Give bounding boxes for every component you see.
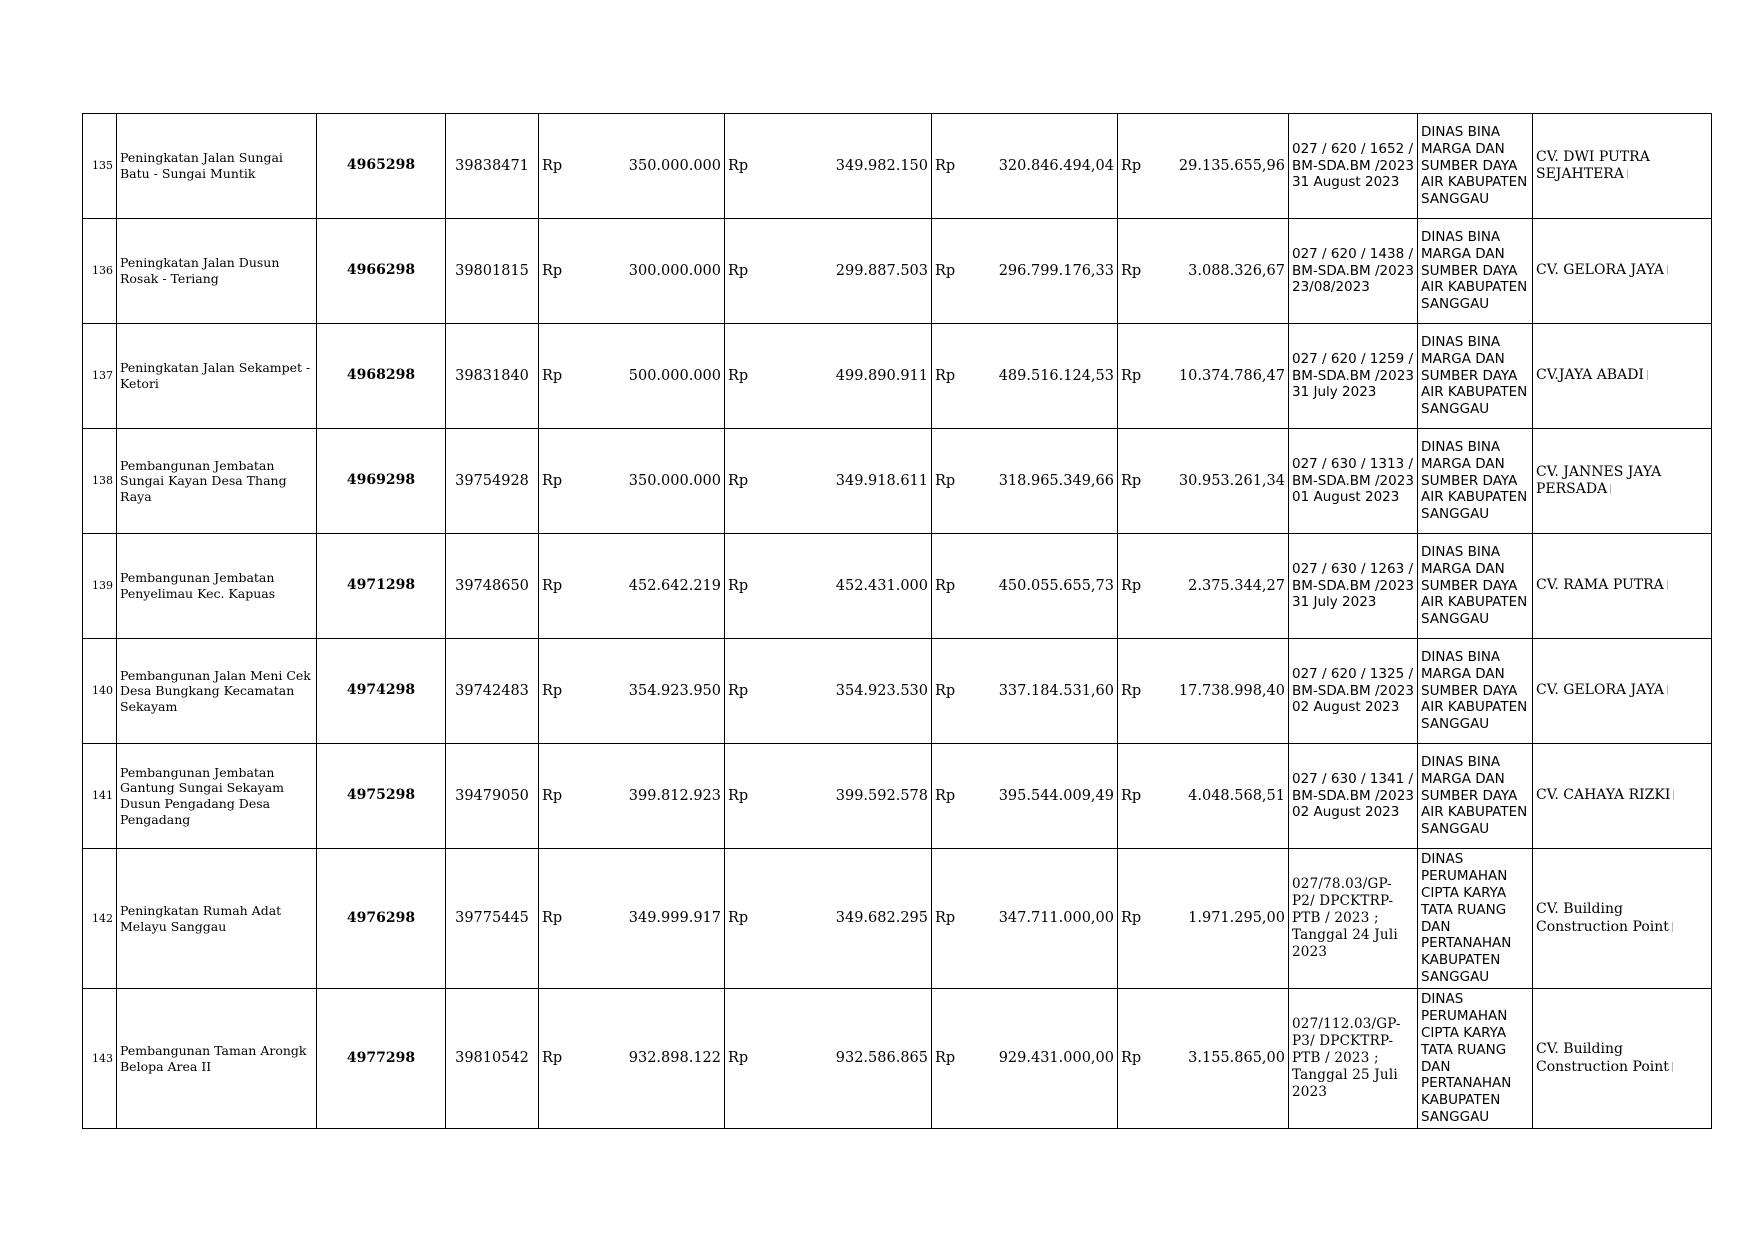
- currency-label: Rp: [725, 849, 769, 989]
- vendor-cell: [1533, 744, 1712, 849]
- vendor-cell: [1533, 114, 1712, 219]
- agency-name: DINAS PERUMAHAN CIPTA KARYA TATA RUANG DAN PERTANAHAN KABUPATEN SANGGAU: [1418, 989, 1533, 1129]
- pagu-value: 354.923.950: [583, 639, 725, 744]
- rup-id: 39742483: [446, 639, 539, 744]
- contract-value: 489.516.124,53: [976, 324, 1118, 429]
- contract-value: 296.799.176,33: [976, 219, 1118, 324]
- currency-label: Rp: [725, 744, 769, 849]
- pagu-value: 399.812.923: [583, 744, 725, 849]
- cursor-mark: [1667, 685, 1672, 695]
- contract-value: 318.965.349,66: [976, 429, 1118, 534]
- hps-value: 452.431.000: [769, 534, 932, 639]
- tender-code: 4975298: [317, 744, 446, 849]
- pagu-value: 500.000.000: [583, 324, 725, 429]
- rup-id: 39775445: [446, 849, 539, 989]
- agency-name: DINAS BINA MARGA DAN SUMBER DAYA AIR KABUPATEN SANGGAU: [1418, 114, 1533, 219]
- rup-id: 39831840: [446, 324, 539, 429]
- currency-label: Rp: [725, 989, 769, 1129]
- agency-name: DINAS BINA MARGA DAN SUMBER DAYA AIR KABUPATEN SANGGAU: [1418, 219, 1533, 324]
- contract-reference: 027 / 630 / 1313 / BM-SDA.BM /2023 01 August 2023: [1289, 429, 1418, 534]
- row-number: 138: [83, 429, 117, 534]
- rup-id: 39748650: [446, 534, 539, 639]
- currency-label: Rp: [932, 219, 976, 324]
- package-name: Pembangunan Taman Arongk Belopa Area II: [117, 989, 317, 1129]
- difference-value: 10.374.786,47: [1162, 324, 1289, 429]
- table-row: [83, 219, 1712, 324]
- vendor-name: CV. RAMA PUTRA: [1536, 577, 1664, 594]
- currency-label: Rp: [539, 219, 583, 324]
- currency-label: Rp: [932, 114, 976, 219]
- rup-id: 39838471: [446, 114, 539, 219]
- pagu-value: 932.898.122: [583, 989, 725, 1129]
- agency-name: DINAS BINA MARGA DAN SUMBER DAYA AIR KABUPATEN SANGGAU: [1418, 639, 1533, 744]
- table-row: [83, 534, 1712, 639]
- currency-label: Rp: [539, 744, 583, 849]
- pagu-value: 349.999.917: [583, 849, 725, 989]
- table-row: [83, 324, 1712, 429]
- agency-name: DINAS PERUMAHAN CIPTA KARYA TATA RUANG DAN PERTANAHAN KABUPATEN SANGGAU: [1418, 849, 1533, 989]
- hps-value: 399.592.578: [769, 744, 932, 849]
- contract-value: 337.184.531,60: [976, 639, 1118, 744]
- hps-value: 299.887.503: [769, 219, 932, 324]
- currency-label: Rp: [539, 534, 583, 639]
- hps-value: 349.682.295: [769, 849, 932, 989]
- contract-reference: 027 / 630 / 1341 / BM-SDA.BM /2023 02 August 2023: [1289, 744, 1418, 849]
- table-row: [83, 989, 1712, 1129]
- contract-reference: 027 / 620 / 1438 / BM-SDA.BM /2023 23/08/2023: [1289, 219, 1418, 324]
- pagu-value: 452.642.219: [583, 534, 725, 639]
- vendor-name: CV. GELORA JAYA: [1536, 262, 1664, 279]
- vendor-name: CV. DWI PUTRA SEJAHTERA: [1536, 148, 1650, 182]
- hps-value: 349.918.611: [769, 429, 932, 534]
- package-name: Pembangunan Jembatan Sungai Kayan Desa Thang Raya: [117, 429, 317, 534]
- currency-label: Rp: [1118, 429, 1162, 534]
- row-number: 141: [83, 744, 117, 849]
- currency-label: Rp: [725, 219, 769, 324]
- hps-value: 499.890.911: [769, 324, 932, 429]
- pagu-value: 300.000.000: [583, 219, 725, 324]
- package-name: Peningkatan Jalan Sungai Batu - Sungai Muntik: [117, 114, 317, 219]
- vendor-cell: [1533, 989, 1712, 1129]
- vendor-cell: [1533, 324, 1712, 429]
- currency-label: Rp: [932, 989, 976, 1129]
- tender-code: 4971298: [317, 534, 446, 639]
- pagu-value: 350.000.000: [583, 114, 725, 219]
- currency-label: Rp: [1118, 849, 1162, 989]
- tender-code: 4974298: [317, 639, 446, 744]
- currency-label: Rp: [1118, 639, 1162, 744]
- currency-label: Rp: [539, 114, 583, 219]
- vendor-cell: [1533, 534, 1712, 639]
- agency-name: DINAS BINA MARGA DAN SUMBER DAYA AIR KABUPATEN SANGGAU: [1418, 324, 1533, 429]
- contract-value: 929.431.000,00: [976, 989, 1118, 1129]
- row-number: 142: [83, 849, 117, 989]
- cursor-mark: [1627, 169, 1632, 179]
- package-name: Peningkatan Jalan Sekampet - Ketori: [117, 324, 317, 429]
- contract-value: 320.846.494,04: [976, 114, 1118, 219]
- package-name: Pembangunan Jembatan Gantung Sungai Sekayam Dusun Pengadang Desa Pengadang: [117, 744, 317, 849]
- contract-reference: 027 / 620 / 1652 / BM-SDA.BM /2023 31 August 2023: [1289, 114, 1418, 219]
- currency-label: Rp: [932, 849, 976, 989]
- tender-code: 4968298: [317, 324, 446, 429]
- cursor-mark: [1672, 922, 1677, 932]
- cursor-mark: [1610, 484, 1615, 494]
- difference-value: 3.155.865,00: [1162, 989, 1289, 1129]
- tender-code: 4969298: [317, 429, 446, 534]
- contract-reference: 027 / 630 / 1263 / BM-SDA.BM /2023 31 July 2023: [1289, 534, 1418, 639]
- currency-label: Rp: [725, 534, 769, 639]
- difference-value: 29.135.655,96: [1162, 114, 1289, 219]
- tender-code: 4977298: [317, 989, 446, 1129]
- hps-value: 354.923.530: [769, 639, 932, 744]
- hps-value: 349.982.150: [769, 114, 932, 219]
- vendor-cell: [1533, 219, 1712, 324]
- contract-value: 347.711.000,00: [976, 849, 1118, 989]
- pagu-value: 350.000.000: [583, 429, 725, 534]
- package-name: Pembangunan Jalan Meni Cek Desa Bungkang Kecamatan Sekayam: [117, 639, 317, 744]
- currency-label: Rp: [539, 324, 583, 429]
- row-number: 135: [83, 114, 117, 219]
- vendor-cell: [1533, 849, 1712, 989]
- vendor-name: CV.JAYA ABADI: [1536, 367, 1644, 384]
- currency-label: Rp: [1118, 989, 1162, 1129]
- contract-value: 395.544.009,49: [976, 744, 1118, 849]
- difference-value: 3.088.326,67: [1162, 219, 1289, 324]
- cursor-mark: [1667, 580, 1672, 590]
- table-row: [83, 114, 1712, 219]
- agency-name: DINAS BINA MARGA DAN SUMBER DAYA AIR KABUPATEN SANGGAU: [1418, 744, 1533, 849]
- currency-label: Rp: [539, 849, 583, 989]
- row-number: 139: [83, 534, 117, 639]
- cursor-mark: [1667, 265, 1672, 275]
- package-name: Peningkatan Jalan Dusun Rosak - Teriang: [117, 219, 317, 324]
- difference-value: 30.953.261,34: [1162, 429, 1289, 534]
- agency-name: DINAS BINA MARGA DAN SUMBER DAYA AIR KABUPATEN SANGGAU: [1418, 534, 1533, 639]
- currency-label: Rp: [1118, 744, 1162, 849]
- table-row: [83, 849, 1712, 989]
- row-number: 137: [83, 324, 117, 429]
- vendor-name: CV. CAHAYA RIZKI: [1536, 787, 1671, 804]
- cursor-mark: [1672, 1062, 1677, 1072]
- rup-id: 39754928: [446, 429, 539, 534]
- currency-label: Rp: [725, 639, 769, 744]
- currency-label: Rp: [539, 429, 583, 534]
- vendor-name: CV. GELORA JAYA: [1536, 682, 1664, 699]
- currency-label: Rp: [1118, 219, 1162, 324]
- cursor-mark: [1673, 790, 1678, 800]
- currency-label: Rp: [539, 639, 583, 744]
- vendor-cell: [1533, 429, 1712, 534]
- contract-reference: 027 / 620 / 1259 / BM-SDA.BM /2023 31 July 2023: [1289, 324, 1418, 429]
- currency-label: Rp: [932, 744, 976, 849]
- currency-label: Rp: [932, 324, 976, 429]
- currency-label: Rp: [932, 534, 976, 639]
- currency-label: Rp: [1118, 534, 1162, 639]
- rup-id: 39810542: [446, 989, 539, 1129]
- row-number: 143: [83, 989, 117, 1129]
- currency-label: Rp: [725, 114, 769, 219]
- tender-code: 4965298: [317, 114, 446, 219]
- table-row: [83, 639, 1712, 744]
- package-name: Pembangunan Jembatan Penyelimau Kec. Kapuas: [117, 534, 317, 639]
- contract-reference: 027 / 620 / 1325 / BM-SDA.BM /2023 02 August 2023: [1289, 639, 1418, 744]
- contract-value: 450.055.655,73: [976, 534, 1118, 639]
- rup-id: 39479050: [446, 744, 539, 849]
- currency-label: Rp: [1118, 324, 1162, 429]
- tender-code: 4966298: [317, 219, 446, 324]
- procurement-table: [82, 113, 1712, 1129]
- hps-value: 932.586.865: [769, 989, 932, 1129]
- vendor-cell: [1533, 639, 1712, 744]
- row-number: 140: [83, 639, 117, 744]
- vendor-name: CV. Building Construction Point: [1536, 1041, 1669, 1075]
- currency-label: Rp: [932, 429, 976, 534]
- contract-reference: 027/112.03/GP-P3/ DPCKTRP-PTB / 2023 ; Tanggal 25 Juli 2023: [1289, 989, 1418, 1129]
- vendor-name: CV. JANNES JAYA PERSADA: [1536, 463, 1662, 497]
- currency-label: Rp: [725, 429, 769, 534]
- difference-value: 2.375.344,27: [1162, 534, 1289, 639]
- package-name: Peningkatan Rumah Adat Melayu Sanggau: [117, 849, 317, 989]
- vendor-name: CV. Building Construction Point: [1536, 901, 1669, 935]
- row-number: 136: [83, 219, 117, 324]
- currency-label: Rp: [932, 639, 976, 744]
- table-row: [83, 429, 1712, 534]
- cursor-mark: [1647, 370, 1652, 380]
- agency-name: DINAS BINA MARGA DAN SUMBER DAYA AIR KABUPATEN SANGGAU: [1418, 429, 1533, 534]
- contract-reference: 027/78.03/GP-P2/ DPCKTRP-PTB / 2023 ; Tanggal 24 Juli 2023: [1289, 849, 1418, 989]
- currency-label: Rp: [1118, 114, 1162, 219]
- currency-label: Rp: [539, 989, 583, 1129]
- currency-label: Rp: [725, 324, 769, 429]
- difference-value: 1.971.295,00: [1162, 849, 1289, 989]
- tender-code: 4976298: [317, 849, 446, 989]
- table-row: [83, 744, 1712, 849]
- difference-value: 17.738.998,40: [1162, 639, 1289, 744]
- difference-value: 4.048.568,51: [1162, 744, 1289, 849]
- rup-id: 39801815: [446, 219, 539, 324]
